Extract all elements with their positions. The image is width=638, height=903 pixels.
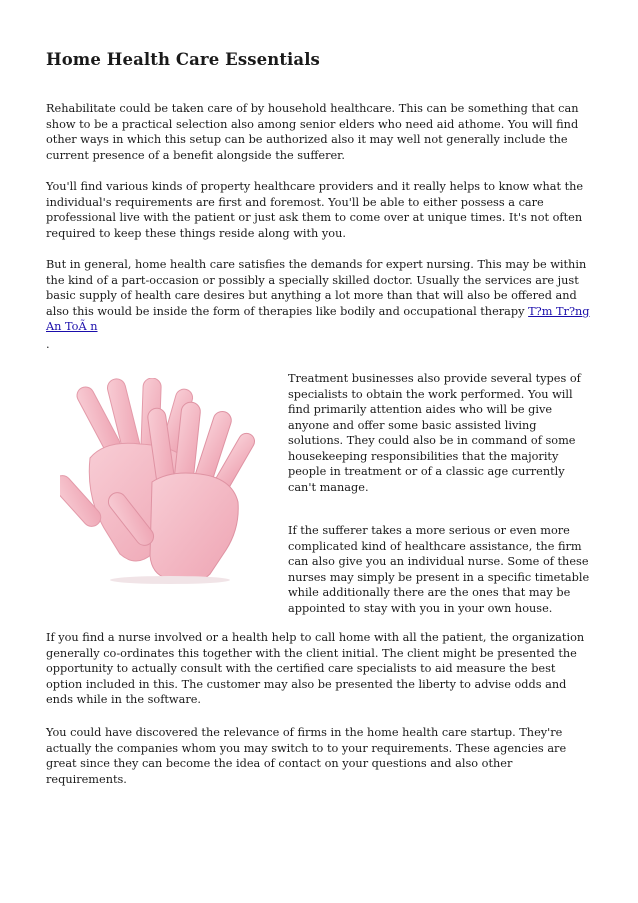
paragraph-1: Rehabilitate could be taken care of by household healthcare. This can be something that can show to be a practical selection also among senior elders who need aid athome. You will find other ways in which this setup can be authorized also it may well not generally include the current presence of a benefit alongside the sufferer.	[46, 102, 579, 162]
column-paragraph-2: If the sufferer takes a more serious or even more complicated kind of healthcare assistance, the firm can also give you an individual nurse. Some of these nurses may simply be present in a specific timetable while additionally there are the ones that may be appointed to stay with you in your own house.	[288, 524, 590, 615]
pink-gloves-image	[60, 378, 274, 584]
paragraph-2: You'll find various kinds of property healthcare providers and it really helps to know what the individual's requirements are first and foremost. You'll be able to either possess a care professional live with the patient or just ask them to come over at unique times. It's not often required to keep these things reside along with you.	[46, 180, 584, 240]
therapy-link[interactable]: T?m Tr?ng An ToÃ n	[46, 304, 590, 333]
paragraph-5: You could have discovered the relevance of firms in the home health care startup. They're actually the companies whom you may switch to to your requirements. These agencies are great since they can become the idea of contact on your questions and also other requirements.	[46, 726, 567, 786]
column-paragraph-1: Treatment businesses also provide several types of specialists to obtain the work performed. You will find primarily attention aides who will be give anyone and offer some basic assisted living solutions. They could also be in command of some housekeeping responsibilities that the majority people in treatment or of a classic age currently can't manage.	[288, 372, 581, 494]
separator-dot: .	[46, 338, 50, 351]
paragraph-4: If you find a nurse involved or a health help to call home with all the patient, the organization generally co-ordinates this together with the client initial. The client might be presented the opportunity to actually consult with the certified care specialists to aid measure the best option included in this. The customer may also be presented the liberty to advise odds and ends while in the software.	[46, 631, 585, 706]
page-title: Home Health Care Essentials	[46, 50, 320, 69]
paragraph-3	[46, 257, 594, 335]
paragraph-3-text: But in general, home health care satisfies the demands for expert nursing. This may be within the kind of a part-occasion or possibly a specially skilled doctor. Usually the services are just basic supply of health care desires but anything a lot more than that will also be offered and also this would be inside the form of therapies like bodily and occupational therapy	[46, 258, 587, 318]
